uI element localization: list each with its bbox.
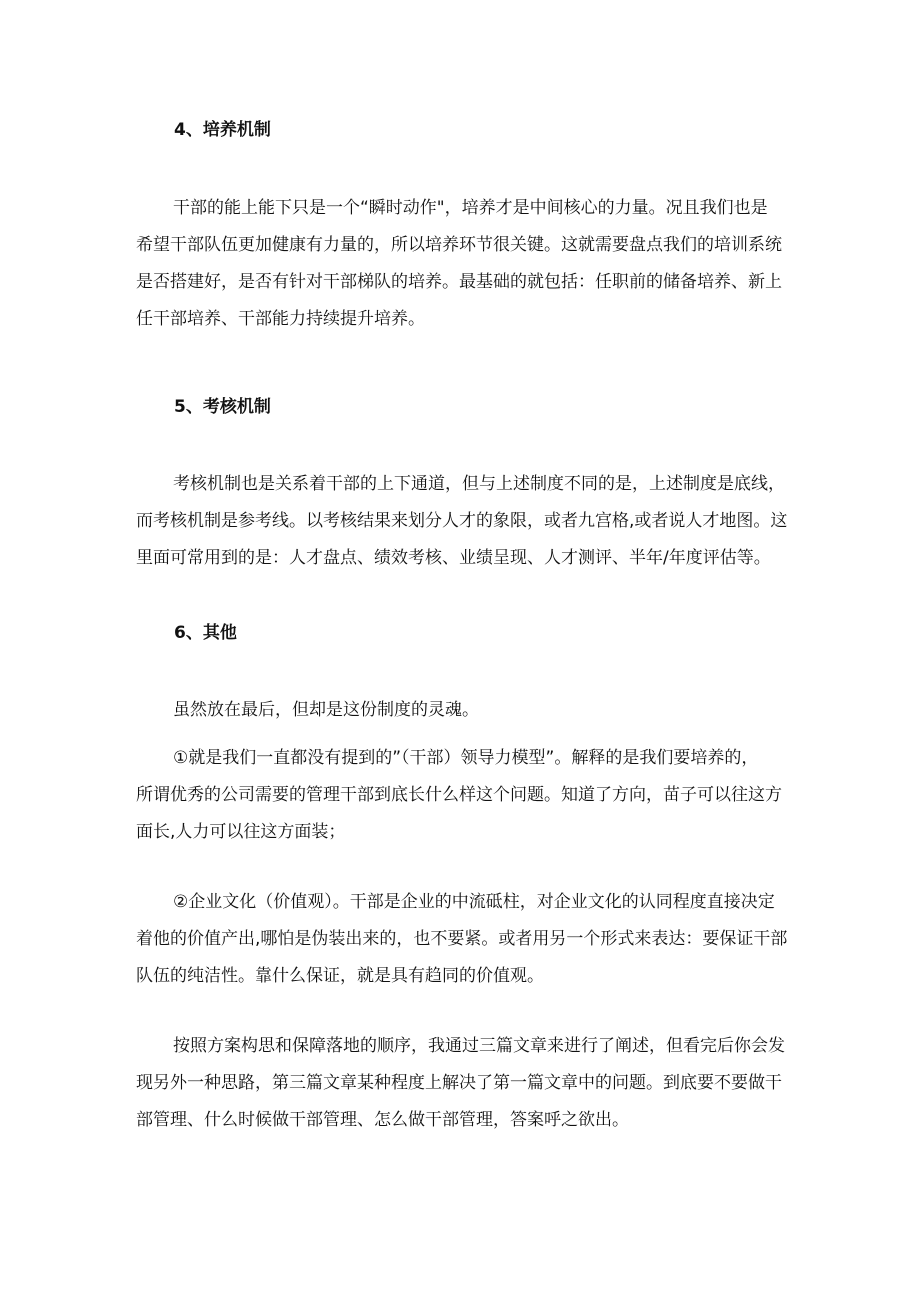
paragraph-leadership-model bbox=[136, 740, 804, 851]
text-line: ①就是我们一直都没有提到的”（干部）领导力模型”。解释的是我们要培养的， bbox=[173, 748, 759, 768]
paragraph-corporate-culture bbox=[136, 884, 804, 995]
text-line: ②企业文化（价值观）。干部是企业的中流砥柱，对企业文化的认同程度直接决定 bbox=[173, 892, 775, 912]
text-line: 是否搭建好，是否有针对干部梯队的培养。最基础的就包括：任职前的储备培养、新上 bbox=[136, 272, 782, 292]
text-line: 干部的能上能下只是一个“瞬时动作"，培养才是中间核心的力量。况且我们也是 bbox=[173, 198, 768, 218]
paragraph-training bbox=[136, 190, 804, 338]
text-line: 所谓优秀的公司需要的管理干部到底长什么样这个问题。知道了方向，苗子可以往这方 bbox=[136, 785, 782, 805]
text-line: 希望干部队伍更加健康有力量的，所以培养环节很关键。这就需要盘点我们的培训系统 bbox=[136, 235, 782, 255]
paragraph-assessment bbox=[136, 466, 804, 577]
text-line: 面长,人力可以往这方面装； bbox=[136, 822, 346, 842]
section-heading-4: 4、培养机制 bbox=[174, 120, 271, 140]
text-line: 而考核机制是参考线。以考核结果来划分人才的象限，或者九宫格,或者说人才地图。这 bbox=[136, 511, 788, 531]
text-line: 里面可常用到的是：人才盘点、绩效考核、业绩呈现、人才测评、半年/年度评估等。 bbox=[136, 548, 771, 568]
text-line: 考核机制也是关系着干部的上下通道，但与上述制度不同的是，上述制度是底线， bbox=[173, 474, 785, 494]
text-line: 任干部培养、干部能力持续提升培养。 bbox=[136, 309, 425, 329]
text-line: 按照方案构思和保障落地的顺序，我通过三篇文章来进行了阐述，但看完后你会发 bbox=[173, 1036, 785, 1056]
paragraph-conclusion bbox=[136, 1028, 804, 1139]
paragraph-other-intro bbox=[136, 692, 804, 729]
section-heading-5: 5、考核机制 bbox=[174, 397, 271, 417]
text-line: 着他的价值产出,哪怕是伪装出来的，也不要紧。或者用另一个形式来表达：要保证干部 bbox=[136, 929, 788, 949]
text-line: 虽然放在最后，但却是这份制度的灵魂。 bbox=[173, 700, 479, 720]
text-line: 队伍的纯洁性。靠什么保证，就是具有趋同的价值观。 bbox=[136, 966, 544, 986]
section-heading-6: 6、其他 bbox=[174, 623, 237, 643]
text-line: 部管理、什么时候做干部管理、怎么做干部管理，答案呼之欲出。 bbox=[136, 1110, 629, 1130]
text-line: 现另外一种思路，第三篇文章某种程度上解决了第一篇文章中的问题。到底要不要做干 bbox=[136, 1073, 782, 1093]
